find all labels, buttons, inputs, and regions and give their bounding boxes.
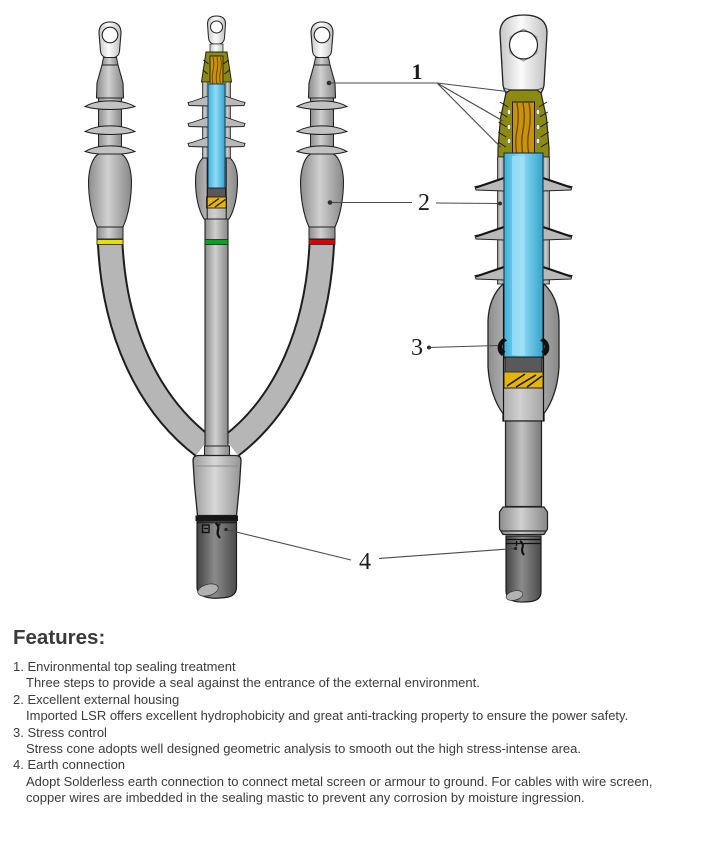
termination-left [85, 22, 135, 245]
callout-label-1: 1 [411, 59, 423, 84]
phase-band-green [205, 240, 228, 245]
features-title: Features: [13, 626, 106, 649]
feature-desc: Three steps to provide a seal against the entrance of the external environment. [26, 675, 480, 691]
breakout-boot [193, 446, 241, 516]
feature-title: 3. Stress control [13, 724, 107, 740]
insulation-core [208, 84, 225, 189]
feature-title: 4. Earth connection [13, 757, 126, 773]
semicon-plug [505, 357, 542, 373]
sealing-band [196, 516, 239, 522]
big-termination-cutaway [475, 15, 572, 602]
callout-2 [328, 190, 502, 216]
lug-hole [211, 21, 223, 33]
feature-item-2 [13, 692, 698, 725]
callout-label-3: 3 [411, 335, 423, 361]
feature-title: 1. Environmental top sealing treatment [13, 659, 236, 674]
feature-desc: Imported LSR offers excellent hydrophobicity and great anti-tracking property to ensure the power safety. [26, 708, 629, 724]
semicon-plug [208, 188, 226, 198]
features-list [13, 659, 698, 807]
termination-right-small [297, 22, 347, 245]
phase-band-yellow [97, 240, 123, 245]
termination-middle-cutaway [188, 16, 245, 245]
callout-4 [224, 528, 517, 575]
lower-tube [506, 421, 542, 507]
lug-hole [510, 31, 538, 59]
callout-label-2: 2 [418, 190, 430, 216]
cable-bottom-right [505, 536, 541, 602]
phase-band-red [309, 240, 335, 245]
callout-3 [411, 335, 498, 361]
features-section [0, 612, 706, 807]
feature-desc: Adopt Solderless earth connection to connect metal screen or armour to ground. For cables with wire screen, copper wires are imbedded in the sealing mastic to prevent any corrosion by moisture ingression. [26, 773, 653, 806]
feature-item-1 [13, 659, 698, 692]
callout-label-4: 4 [359, 549, 371, 575]
callouts [224, 59, 517, 575]
feature-item-3 [13, 725, 698, 758]
feature-item-4 [13, 757, 698, 806]
main-cable-left [196, 516, 239, 599]
callout-1 [327, 59, 507, 147]
phase-cable-middle [205, 218, 228, 452]
phase-cable-left [110, 238, 203, 446]
phase-cable-right [231, 238, 322, 446]
feature-title: 2. Excellent external housing [13, 691, 180, 707]
feature-desc: Stress cone adopts well designed geometric analysis to smooth out the high stress-intense area. [26, 741, 581, 757]
three-core-assembly [85, 16, 347, 598]
